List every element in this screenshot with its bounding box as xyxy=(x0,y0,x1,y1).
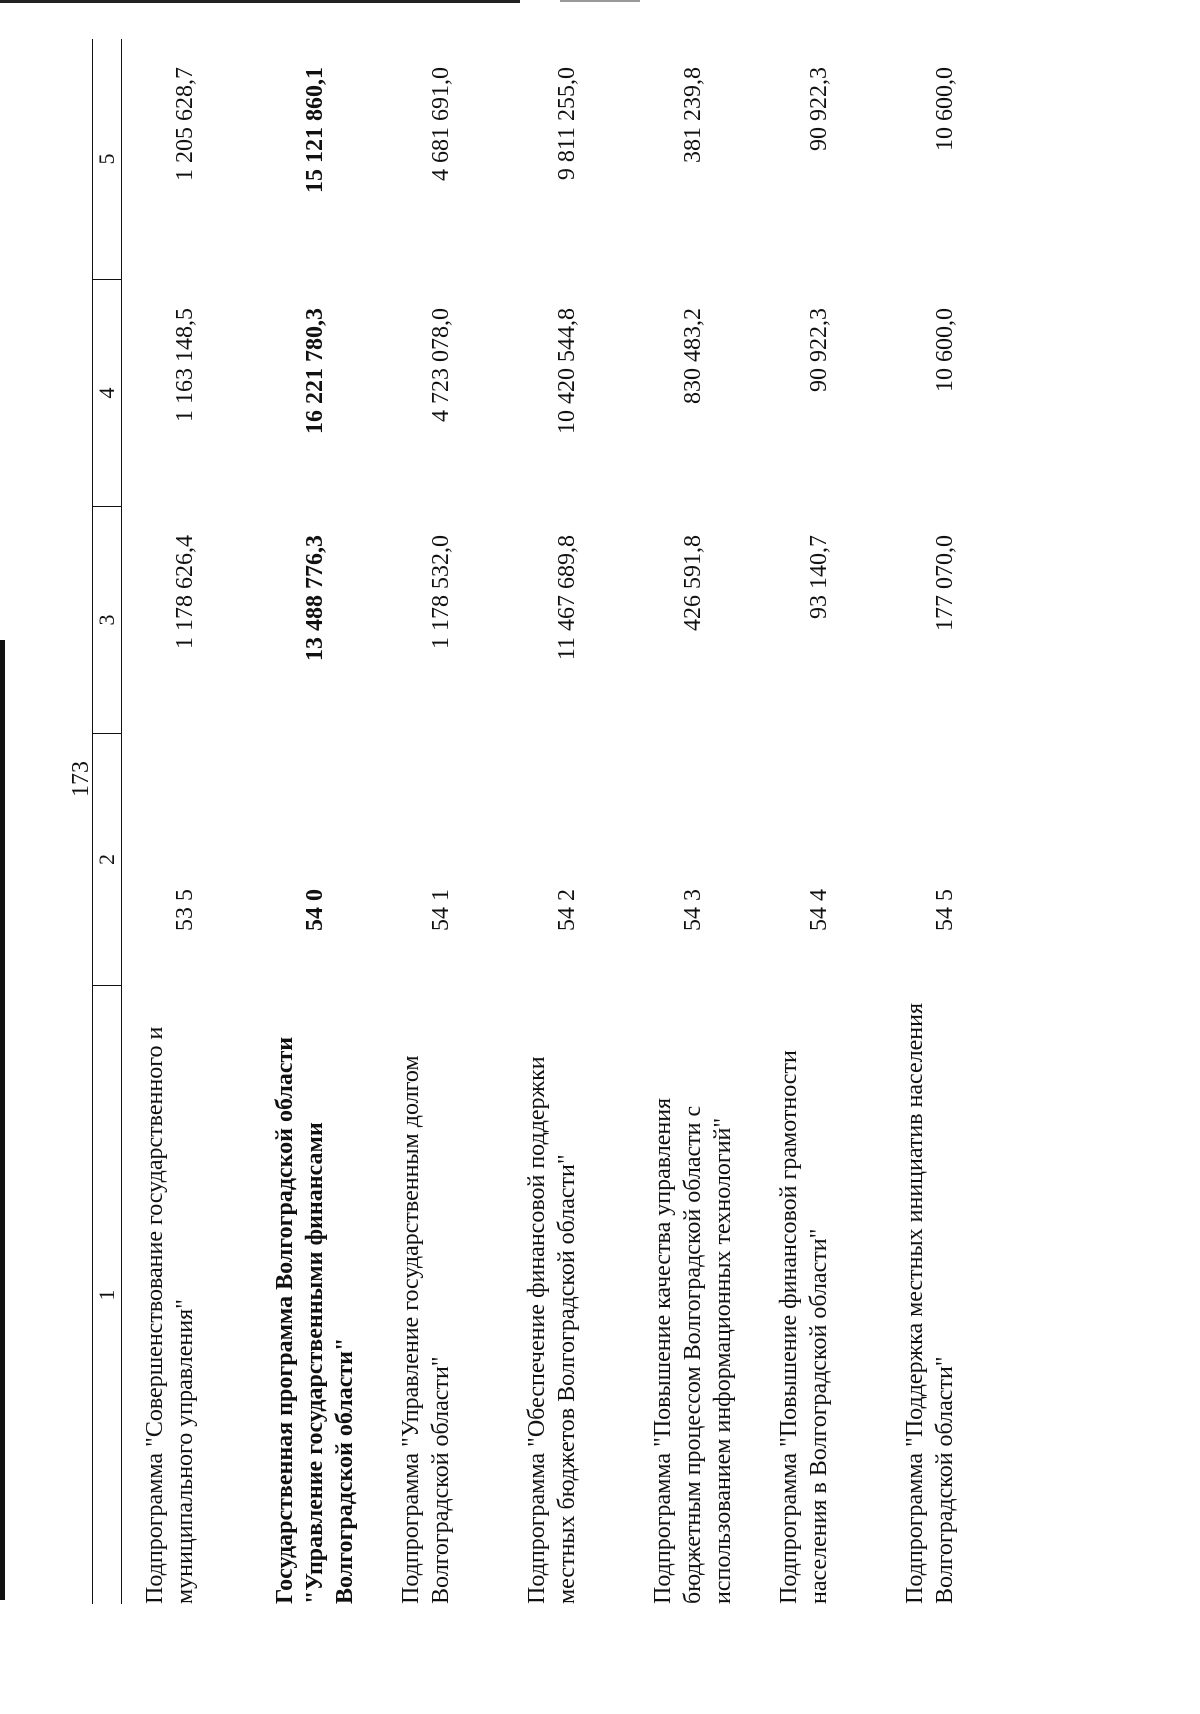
value-col-3: 1 178 626,4 xyxy=(172,535,198,649)
table-header-row xyxy=(92,39,122,1604)
program-name: Государственная программа Волгоградской области "Управление государственными финансами Волгоградской области" xyxy=(272,1036,358,1604)
value-col-4: 10 600,0 xyxy=(932,308,958,392)
value-col-5: 15 121 860,1 xyxy=(302,67,328,193)
value-col-5: 381 239,8 xyxy=(680,67,706,163)
program-code: 53 5 xyxy=(172,889,198,931)
table-row-state-program xyxy=(270,39,378,1604)
budget-table xyxy=(92,39,1008,1604)
value-col-4: 4 723 078,0 xyxy=(428,308,454,422)
table-row xyxy=(900,39,1008,1604)
column-header-4: 4 xyxy=(93,280,121,507)
value-col-5: 90 922,3 xyxy=(806,67,832,151)
program-name: Подпрограмма "Повышение финансовой грамотности населения в Волгоградской области" xyxy=(776,1050,832,1604)
value-col-4: 90 922,3 xyxy=(806,308,832,392)
value-col-5: 10 600,0 xyxy=(932,67,958,151)
table-row xyxy=(648,39,756,1604)
program-code: 54 4 xyxy=(806,889,832,931)
value-col-4: 10 420 544,8 xyxy=(554,308,580,434)
value-col-5: 9 811 255,0 xyxy=(554,67,580,181)
program-name: Подпрограмма "Совершенствование государственного и муниципального управления" xyxy=(142,1026,198,1604)
page-number: 173 xyxy=(68,761,94,797)
value-col-3: 1 178 532,0 xyxy=(428,535,454,649)
program-code: 54 3 xyxy=(680,889,706,931)
program-name: Подпрограмма "Управление государственным долгом Волгоградской области" xyxy=(398,1055,454,1604)
column-header-5: 5 xyxy=(93,39,121,280)
column-header-3: 3 xyxy=(93,507,121,734)
program-name: Подпрограмма "Обеспечение финансовой поддержки местных бюджетов Волгоградской области" xyxy=(524,1056,580,1604)
table-row xyxy=(140,39,248,1604)
program-code: 54 1 xyxy=(428,889,454,931)
program-name: Подпрограмма "Повышение качества управления бюджетным процессом Волгоградской области с использованием информационных технологий" xyxy=(650,1097,736,1604)
value-col-3: 93 140,7 xyxy=(806,535,832,619)
program-code: 54 0 xyxy=(302,889,328,931)
program-name: Подпрограмма "Поддержка местных инициатив населения Волгоградской области" xyxy=(902,1002,958,1604)
program-code: 54 5 xyxy=(932,889,958,931)
column-header-1: 1 xyxy=(94,1289,119,1301)
value-col-3: 13 488 776,3 xyxy=(302,535,328,661)
value-col-4: 16 221 780,3 xyxy=(302,308,328,434)
table-row xyxy=(522,39,630,1604)
value-col-5: 1 205 628,7 xyxy=(172,67,198,181)
program-code: 54 2 xyxy=(554,889,580,931)
value-col-3: 177 070,0 xyxy=(932,535,958,631)
value-col-5: 4 681 691,0 xyxy=(428,67,454,181)
table-row xyxy=(396,39,504,1604)
value-col-3: 11 467 689,8 xyxy=(554,535,580,661)
table-row xyxy=(774,39,882,1604)
value-col-4: 830 483,2 xyxy=(680,308,706,404)
value-col-4: 1 163 148,5 xyxy=(172,308,198,422)
column-header-2: 2 xyxy=(93,734,121,986)
value-col-3: 426 591,8 xyxy=(680,535,706,631)
